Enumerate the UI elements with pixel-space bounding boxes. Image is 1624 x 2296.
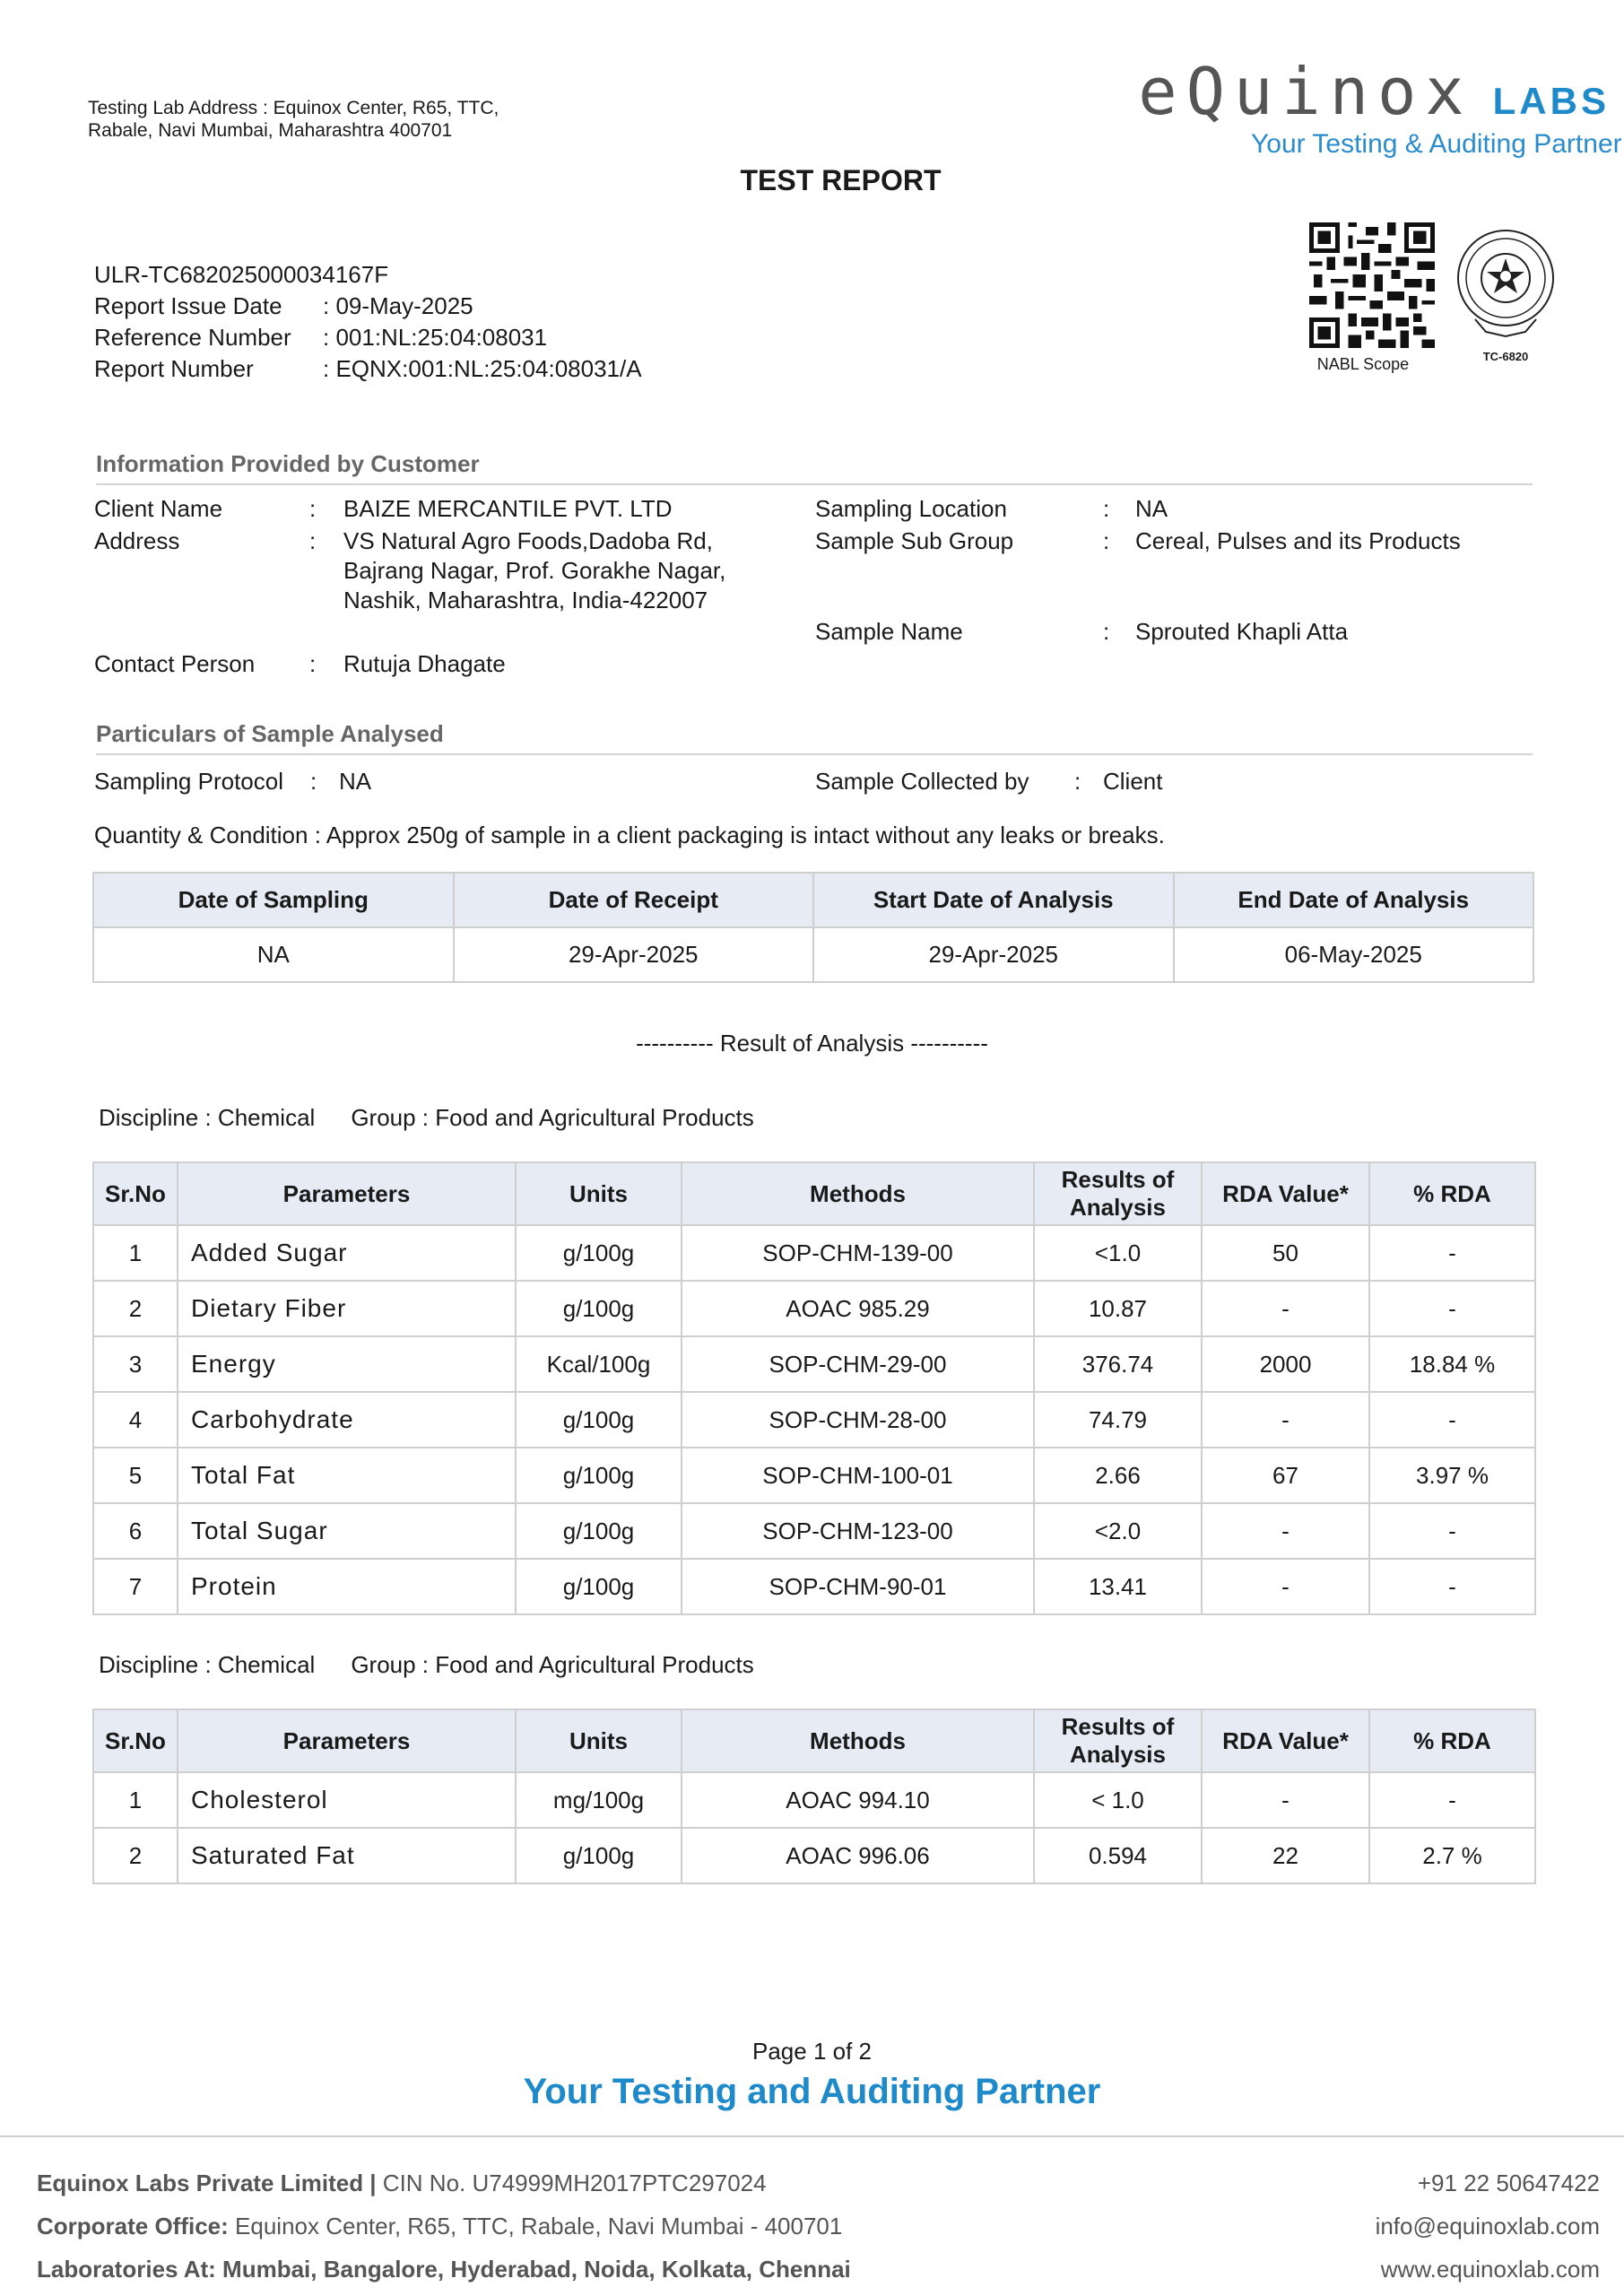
quantity-value: Approx 250g of sample in a client packaging is intact without any leaks or breaks.	[326, 822, 1165, 848]
parameter-cell: Energy	[178, 1336, 516, 1392]
rda-value-cell: 2000	[1202, 1336, 1369, 1392]
col-header-methods: Methods	[682, 1162, 1034, 1225]
colon: :	[1103, 618, 1110, 645]
sample-sub-group-value: Cereal, Pulses and its Products	[1135, 527, 1461, 554]
sr-no-cell: 2	[93, 1828, 178, 1883]
method-cell: SOP-CHM-100-01	[682, 1448, 1034, 1503]
percent-rda-cell: -	[1369, 1281, 1535, 1336]
particulars-heading: Particulars of Sample Analysed	[96, 720, 1533, 755]
rda-value-cell: 67	[1202, 1448, 1369, 1503]
reference-number-value: : 001:NL:25:04:08031	[323, 324, 548, 351]
sampling-location-label: Sampling Location	[815, 495, 1007, 522]
table-row	[93, 1225, 1535, 1281]
logo-tagline: Your Testing & Auditing Partner	[1251, 129, 1622, 159]
parameter-cell: Carbohydrate	[178, 1392, 516, 1448]
result-cell: 10.87	[1034, 1281, 1202, 1336]
col-header-parameters: Parameters	[178, 1162, 516, 1225]
table-row	[93, 1772, 1535, 1828]
nabl-seal-icon	[1455, 226, 1556, 343]
address-line: Nashik, Maharashtra, India-422007	[343, 587, 708, 613]
group-label: Group : Food and Agricultural Products	[351, 1651, 754, 1678]
table-row	[93, 1503, 1535, 1559]
footer-company-info	[37, 2161, 851, 2291]
date-header: Start Date of Analysis	[813, 873, 1174, 927]
group-label: Group : Food and Agricultural Products	[351, 1104, 754, 1131]
percent-rda-cell: -	[1369, 1559, 1535, 1614]
issue-date-label: Report Issue Date	[94, 292, 282, 319]
table-row	[93, 1828, 1535, 1883]
rda-value-cell: -	[1202, 1392, 1369, 1448]
result-cell: 2.66	[1034, 1448, 1202, 1503]
tc-code: TC-6820	[1482, 350, 1529, 363]
sr-no-cell: 3	[93, 1336, 178, 1392]
date-header: Date of Receipt	[454, 873, 814, 927]
issue-date-value: : 09-May-2025	[323, 292, 473, 319]
cin-number: CIN No. U74999MH2017PTC297024	[376, 2170, 767, 2196]
result-cell: 13.41	[1034, 1559, 1202, 1614]
col-header-percent-rda: % RDA	[1369, 1162, 1535, 1225]
colon: :	[310, 768, 317, 795]
client-name-label: Client Name	[94, 495, 223, 522]
method-cell: AOAC 985.29	[682, 1281, 1034, 1336]
table-row	[93, 1336, 1535, 1392]
table-row	[93, 1448, 1535, 1503]
method-cell: SOP-CHM-90-01	[682, 1559, 1034, 1614]
end-date-of-analysis: 06-May-2025	[1174, 927, 1534, 982]
quantity-label: Quantity & Condition :	[94, 822, 321, 848]
rda-value-cell: -	[1202, 1559, 1369, 1614]
results-table-2-body	[93, 1772, 1535, 1883]
table-row	[93, 1281, 1535, 1336]
start-date-of-analysis: 29-Apr-2025	[813, 927, 1174, 982]
parameter-cell: Total Sugar	[178, 1503, 516, 1559]
rda-value-cell: 22	[1202, 1828, 1369, 1883]
method-cell: SOP-CHM-29-00	[682, 1336, 1034, 1392]
address-line: Bajrang Nagar, Prof. Gorakhe Nagar,	[343, 557, 726, 584]
unit-cell: g/100g	[516, 1281, 682, 1336]
website-link[interactable]: www.equinoxlab.com	[1380, 2256, 1600, 2283]
report-number-label: Report Number	[94, 355, 254, 382]
unit-cell: Kcal/100g	[516, 1336, 682, 1392]
reference-number-label: Reference Number	[94, 324, 291, 351]
unit-cell: g/100g	[516, 1392, 682, 1448]
unit-cell: mg/100g	[516, 1772, 682, 1828]
method-cell: SOP-CHM-123-00	[682, 1503, 1034, 1559]
percent-rda-cell: -	[1369, 1503, 1535, 1559]
nabl-scope-label: NABL Scope	[1316, 355, 1410, 373]
footer-contact	[1376, 2161, 1600, 2291]
colon: :	[309, 650, 317, 677]
date-of-sampling: NA	[93, 927, 454, 982]
contact-person-value: Rutuja Dhagate	[343, 650, 506, 677]
percent-rda-cell: 2.7 %	[1369, 1828, 1535, 1883]
sr-no-cell: 4	[93, 1392, 178, 1448]
rda-value-cell: -	[1202, 1503, 1369, 1559]
colon: :	[1103, 495, 1110, 522]
parameter-cell: Added Sugar	[178, 1225, 516, 1281]
contact-person-label: Contact Person	[94, 650, 256, 677]
laboratories-list: Laboratories At: Mumbai, Bangalore, Hyderabad, Noida, Kolkata, Chennai	[37, 2256, 851, 2283]
unit-cell: g/100g	[516, 1503, 682, 1559]
colon: :	[1074, 768, 1081, 795]
col-header-results: Results of Analysis	[1034, 1162, 1202, 1225]
parameter-cell: Cholesterol	[178, 1772, 516, 1828]
corporate-office-label: Corporate Office:	[37, 2213, 229, 2239]
report-number-value: : EQNX:001:NL:25:04:08031/A	[323, 355, 642, 382]
report-meta	[94, 259, 642, 385]
results-table-1	[92, 1161, 1536, 1615]
parameter-cell: Dietary Fiber	[178, 1281, 516, 1336]
dates-table	[92, 872, 1534, 983]
col-header-percent-rda: % RDA	[1369, 1709, 1535, 1772]
rda-value-cell: -	[1202, 1281, 1369, 1336]
rda-value-cell: -	[1202, 1772, 1369, 1828]
email-link[interactable]: info@equinoxlab.com	[1375, 2213, 1600, 2239]
rda-value-cell: 50	[1202, 1225, 1369, 1281]
table-row	[93, 1392, 1535, 1448]
colon: :	[309, 527, 317, 554]
percent-rda-cell: 3.97 %	[1369, 1448, 1535, 1503]
col-header-units: Units	[516, 1162, 682, 1225]
result-of-analysis-heading: ---------- Result of Analysis ----------	[636, 1030, 988, 1057]
footer-divider	[0, 2135, 1624, 2137]
col-header-units: Units	[516, 1709, 682, 1772]
method-cell: AOAC 996.06	[682, 1828, 1034, 1883]
sr-no-cell: 1	[93, 1225, 178, 1281]
sr-no-cell: 2	[93, 1281, 178, 1336]
method-cell: AOAC 994.10	[682, 1772, 1034, 1828]
percent-rda-cell: 18.84 %	[1369, 1336, 1535, 1392]
results-table-1-body	[93, 1225, 1535, 1614]
method-cell: SOP-CHM-28-00	[682, 1392, 1034, 1448]
phone-number[interactable]: +91 22 50647422	[1417, 2170, 1600, 2196]
percent-rda-cell: -	[1369, 1225, 1535, 1281]
result-cell: 376.74	[1034, 1336, 1202, 1392]
address-label: Address	[94, 527, 180, 554]
discipline-label: Discipline : Chemical	[99, 1651, 316, 1678]
col-header-rda-value: RDA Value*	[1202, 1162, 1369, 1225]
customer-info-heading: Information Provided by Customer	[96, 450, 1533, 485]
sampling-location-value: NA	[1135, 495, 1168, 522]
percent-rda-cell: -	[1369, 1772, 1535, 1828]
parameter-cell: Total Fat	[178, 1448, 516, 1503]
qr-code-icon	[1309, 222, 1435, 348]
result-cell: < 1.0	[1034, 1772, 1202, 1828]
sample-name-value: Sprouted Khapli Atta	[1135, 618, 1349, 645]
result-cell: <2.0	[1034, 1503, 1202, 1559]
date-of-receipt: 29-Apr-2025	[454, 927, 814, 982]
col-header-rda-value: RDA Value*	[1202, 1709, 1369, 1772]
page-number: Page 1 of 2	[752, 2038, 872, 2065]
percent-rda-cell: -	[1369, 1392, 1535, 1448]
company-name: Equinox Labs Private Limited |	[37, 2170, 377, 2196]
date-header: End Date of Analysis	[1174, 873, 1534, 927]
address-value	[343, 526, 725, 615]
sampling-protocol-label: Sampling Protocol	[94, 768, 283, 795]
parameter-cell: Saturated Fat	[178, 1828, 516, 1883]
sample-sub-group-label: Sample Sub Group	[815, 527, 1014, 554]
quantity-condition	[94, 821, 1165, 850]
sampling-protocol-value: NA	[339, 768, 372, 795]
method-cell: SOP-CHM-139-00	[682, 1225, 1034, 1281]
sr-no-cell: 6	[93, 1503, 178, 1559]
logo-wordmark: eQuinox	[1138, 54, 1473, 129]
col-header-srno: Sr.No	[93, 1709, 178, 1772]
unit-cell: g/100g	[516, 1448, 682, 1503]
footer-tagline: Your Testing and Auditing Partner	[523, 2072, 1101, 2111]
parameter-cell: Protein	[178, 1559, 516, 1614]
discipline-line	[99, 1104, 754, 1132]
sample-collected-label: Sample Collected by	[815, 768, 1029, 795]
unit-cell: g/100g	[516, 1225, 682, 1281]
sr-no-cell: 1	[93, 1772, 178, 1828]
col-header-methods: Methods	[682, 1709, 1034, 1772]
col-header-parameters: Parameters	[178, 1709, 516, 1772]
unit-cell: g/100g	[516, 1828, 682, 1883]
logo-labs: LABS	[1492, 80, 1610, 122]
sample-collected-value: Client	[1103, 768, 1163, 795]
client-name-value: BAIZE MERCANTILE PVT. LTD	[343, 495, 673, 522]
col-header-srno: Sr.No	[93, 1162, 178, 1225]
result-cell: <1.0	[1034, 1225, 1202, 1281]
report-title: TEST REPORT	[740, 164, 942, 196]
date-header: Date of Sampling	[93, 873, 454, 927]
ulr-number: ULR-TC682025000034167F	[94, 261, 389, 288]
sr-no-cell: 5	[93, 1448, 178, 1503]
results-table-2	[92, 1709, 1536, 1884]
lab-address: Testing Lab Address : Equinox Center, R65, TTC, Rabale, Navi Mumbai, Maharashtra 400701	[88, 98, 499, 141]
result-cell: 74.79	[1034, 1392, 1202, 1448]
table-row	[93, 1559, 1535, 1614]
sample-name-label: Sample Name	[815, 618, 963, 645]
equinox-logo	[1138, 54, 1622, 160]
colon: :	[1103, 527, 1110, 554]
col-header-results: Results of Analysis	[1034, 1709, 1202, 1772]
colon: :	[309, 495, 317, 522]
result-cell: 0.594	[1034, 1828, 1202, 1883]
address-line: VS Natural Agro Foods,Dadoba Rd,	[343, 527, 713, 554]
sr-no-cell: 7	[93, 1559, 178, 1614]
corporate-office-address: Equinox Center, R65, TTC, Rabale, Navi Mumbai - 400701	[228, 2213, 843, 2239]
unit-cell: g/100g	[516, 1559, 682, 1614]
discipline-line	[99, 1651, 754, 1679]
discipline-label: Discipline : Chemical	[99, 1104, 316, 1131]
